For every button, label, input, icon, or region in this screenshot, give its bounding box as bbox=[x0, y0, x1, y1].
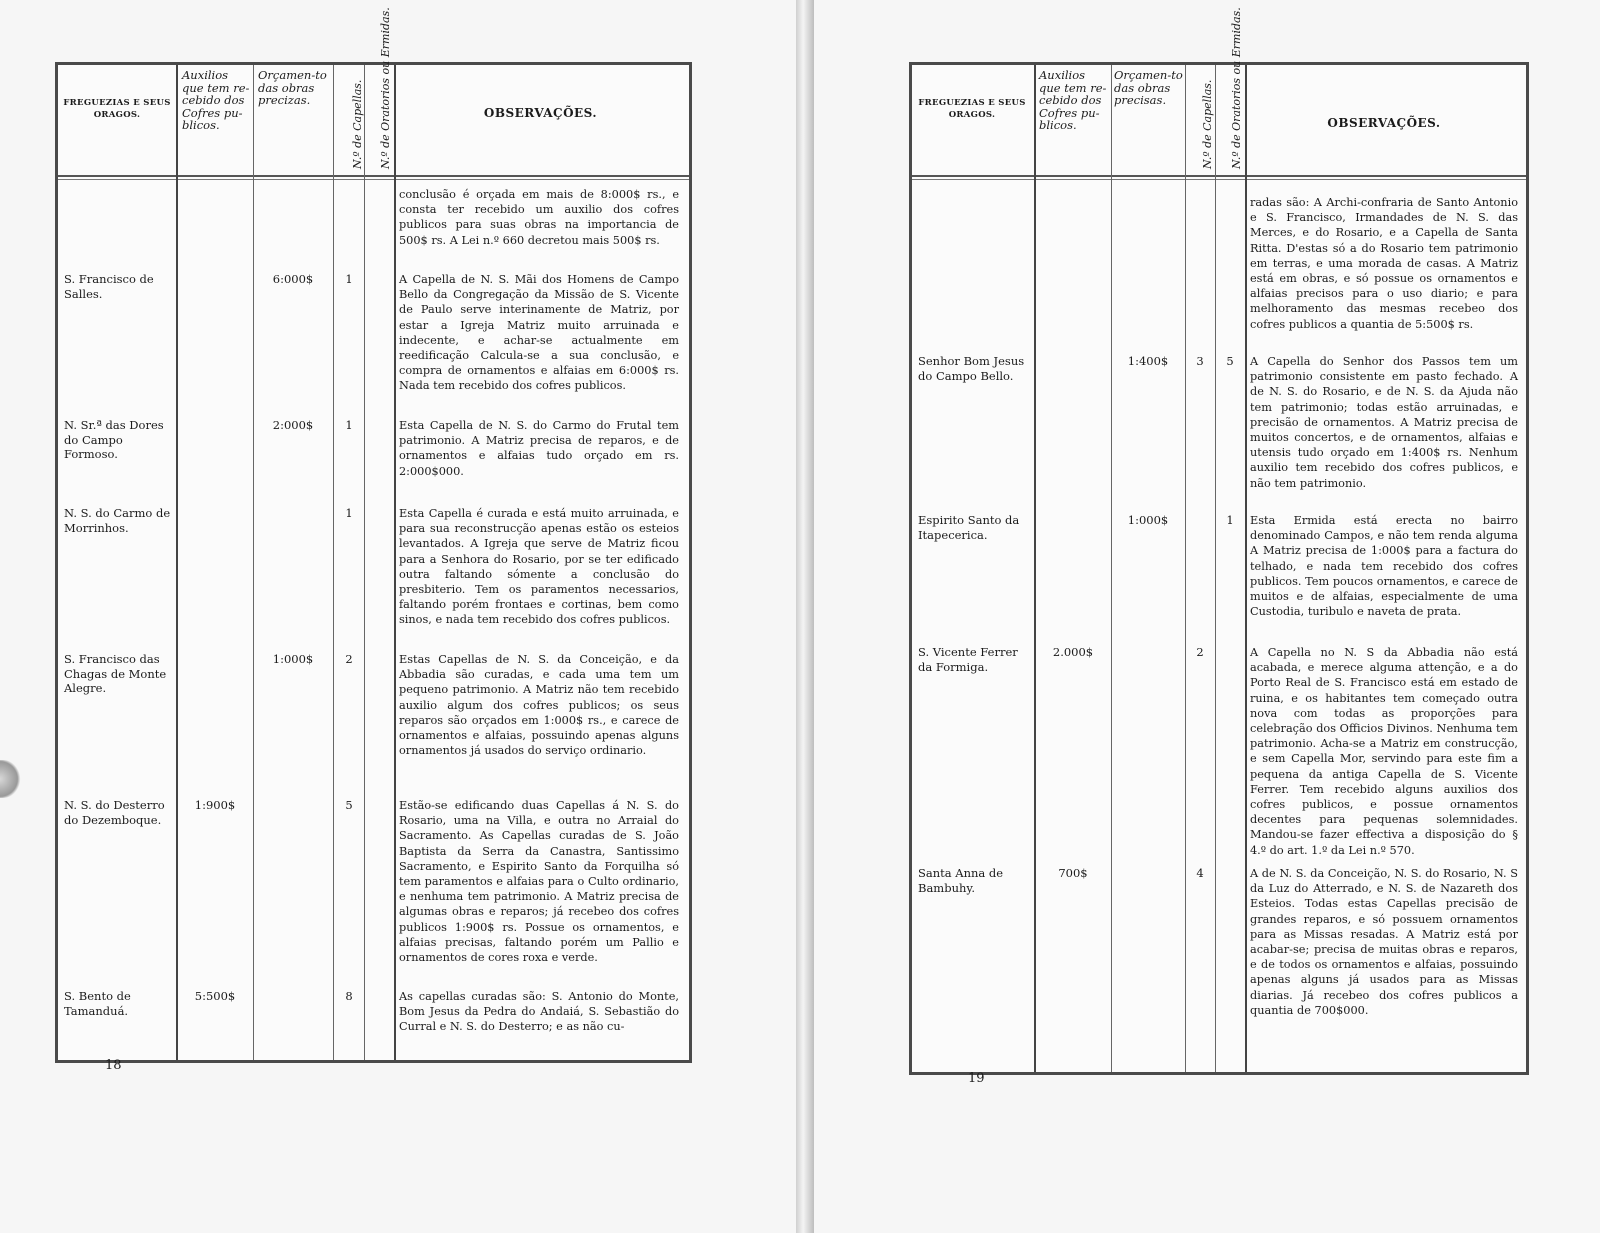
aid-value: 700$ bbox=[1058, 866, 1088, 880]
header-rule bbox=[58, 179, 689, 180]
header-aid: Auxilios que tem re-cebido dos Cofres pu-blicos. bbox=[1039, 68, 1107, 132]
observation-text: As capellas curadas são: S. Antonio do Monte, Bom Jesus da Pedra do Andaiá, S. Sebastião do Curral e N. S. do Desterro; e as não cu- bbox=[399, 990, 679, 1034]
header-parishes: FREGUEZIAS E SEUS ORAGOS. bbox=[918, 98, 1026, 120]
header-oratories: N.º de Oratorios ou Ermidas. bbox=[1230, 7, 1243, 169]
header-parishes: FREGUEZIAS E SEUS ORAGOS. bbox=[63, 98, 171, 120]
column-rule bbox=[1034, 65, 1036, 1072]
page-number: 18 bbox=[105, 1058, 122, 1073]
header-observations: OBSERVAÇÕES. bbox=[1327, 116, 1441, 130]
observation-text: A de N. S. da Conceição, N. S. do Rosario, N. S da Luz do Atterrado, e N. S. de Nazareth dos Esteios. Todas estas Capellas precisão de grandes reparos, e só possuem ornamentos para as Missas resadas. A Matriz está por acabar-se; precisa de muitas obras e reparos, e de todos os ornamentos e alfaias, possuindo apenas alguns já usados para as Missas diarias. Já recebeo dos cofres publicos a quantia de 700$000. bbox=[1250, 867, 1518, 1017]
page-number: 19 bbox=[968, 1071, 985, 1086]
chapels-count: 2 bbox=[1196, 645, 1204, 659]
column-rule bbox=[253, 65, 254, 1060]
header-aid: Auxilios que tem re-cebido dos Cofres pu-blicos. bbox=[182, 68, 250, 132]
aid-value: 1:900$ bbox=[194, 798, 236, 812]
observation-text: A Capella do Senhor dos Passos tem um patrimonio consistente em pasto fechado. A de N. S. do Rosario, e de N. S. da Ajuda não tem patrimonio; todas estão arruinadas, e precisão de ornamentos. A Matriz precisa de muitos concertos, e de ornamentos, alfaias e utensis tudo orçado em 1:400$ rs. Nenhum auxilio tem recebido dos cofres publicos, e não tem patrimonio. bbox=[1250, 355, 1518, 490]
budget-value: 1:000$ bbox=[1127, 513, 1169, 527]
header-observations: OBSERVAÇÕES. bbox=[483, 106, 598, 120]
chapels-count: 1 bbox=[345, 506, 353, 520]
chapels-count: 1 bbox=[345, 272, 353, 286]
observation-text: Estas Capellas de N. S. da Conceição, e da Abbadia são curadas, e cada uma tem um pequeno patrimonio. A Matriz não tem recebido auxilio algum dos cofres publicos; os seus reparos são orçados em 1:000$ rs., e carece de ornamentos e alfaias, possuindo apenas alguns ornamentos já usados do serviço ordinario. bbox=[399, 653, 679, 758]
aid-value: 5:500$ bbox=[194, 989, 236, 1003]
chapels-count: 1 bbox=[345, 418, 353, 432]
parish-name: N. S. do Desterro do Dezemboque. bbox=[64, 798, 165, 827]
parish-name: S. Francisco de Salles. bbox=[64, 272, 154, 301]
column-rule bbox=[333, 65, 334, 1060]
column-rule bbox=[1215, 65, 1216, 1072]
parish-name: N. Sr.ª das Dores do Campo Formoso. bbox=[64, 418, 164, 461]
parish-name: Senhor Bom Jesus do Campo Bello. bbox=[918, 354, 1025, 383]
table-header bbox=[58, 7, 689, 177]
header-rule bbox=[912, 179, 1526, 180]
parish-name: S. Vicente Ferrer da Formiga. bbox=[918, 645, 1018, 674]
oratories-count: 5 bbox=[1226, 354, 1234, 368]
observation-text: A Capella de N. S. Mãi dos Homens de Campo Bello da Congregação da Missão de S. Vicente de Paulo serve interinamente de Matriz, por estar a Igreja Matriz muito arruinada e indecente, e achar-se actualmente em reedificação Calcula-se a sua conclusão, e compra de ornamentos e alfaias em 6:000$ rs. Nada tem recebido dos cofres publicos. bbox=[399, 273, 679, 393]
parish-name: S. Bento de Tamanduá. bbox=[64, 989, 131, 1018]
column-rule bbox=[1111, 65, 1112, 1072]
header-chapels: N.º de Capellas. bbox=[1201, 79, 1214, 169]
chapels-count: 5 bbox=[345, 798, 353, 812]
parish-name: S. Francisco das Chagas de Monte Alegre. bbox=[64, 652, 167, 695]
budget-value: 1:400$ bbox=[1127, 354, 1169, 368]
budget-value: 2:000$ bbox=[272, 418, 314, 432]
budget-value: 1:000$ bbox=[272, 652, 314, 666]
observation-continuation: radas são: A Archi-confraria de Santo Antonio e S. Francisco, Irmandades de N. S. das Merces, e do Rosario, e a Capella de Santa Ritta. D'estas só a do Rosario tem patrimonio em terras, e uma morada de casas. A Matriz está em obras, e só possue os ornamentos e alfaias precisos para o uso diario; e para melhoramento das mesmas recebeo dos cofres publicos a quantia de 5:500$ rs. bbox=[1250, 196, 1518, 331]
aid-value: 2.000$ bbox=[1052, 645, 1094, 659]
book-gutter bbox=[796, 0, 814, 1233]
header-budget: Orçamen-to das obras precisas. bbox=[1114, 68, 1183, 107]
ledger-table-right bbox=[909, 7, 1529, 1075]
right-page bbox=[814, 0, 1600, 1233]
chapels-count: 4 bbox=[1196, 866, 1204, 880]
left-page bbox=[0, 0, 796, 1233]
header-budget: Orçamen-to das obras precizas. bbox=[258, 68, 327, 107]
ledger-table-left bbox=[55, 7, 692, 1063]
column-rule bbox=[364, 65, 365, 1060]
budget-value: 6:000$ bbox=[272, 272, 314, 286]
parish-name: Espirito Santo da Itapecerica. bbox=[918, 513, 1020, 542]
observation-text: Esta Capella de N. S. do Carmo do Frutal tem patrimonio. A Matriz precisa de reparos, e de ornamentos e alfaias tudo orçado em rs. 2:000$000. bbox=[399, 419, 679, 478]
column-rule bbox=[394, 65, 396, 1060]
header-oratories: N.º de Oratorios ou Ermidas. bbox=[379, 7, 392, 169]
column-rule bbox=[1185, 65, 1186, 1072]
page-stain bbox=[0, 760, 22, 798]
observation-continuation: conclusão é orçada em mais de 8:000$ rs., e consta ter recebido um auxilio dos cofres publicos para suas obras na importancia de 500$ rs. A Lei n.º 660 decretou mais 500$ rs. bbox=[399, 188, 679, 247]
oratories-count: 1 bbox=[1226, 513, 1234, 527]
parish-name: N. S. do Carmo de Morrinhos. bbox=[64, 506, 171, 535]
observation-text: Esta Ermida está erecta no bairro denominado Campos, e não tem renda alguma A Matriz precisa de 1:000$ para a factura do telhado, e nada tem recebido dos cofres publicos. Tem poucos ornamentos, e carece de muitos e de alfaias, especialmente de uma Custodia, turibulo e naveta de prata. bbox=[1250, 514, 1518, 619]
column-rule bbox=[1245, 65, 1247, 1072]
chapels-count: 3 bbox=[1196, 354, 1204, 368]
table-header bbox=[912, 7, 1526, 177]
header-chapels: N.º de Capellas. bbox=[350, 79, 364, 169]
parish-name: Santa Anna de Bambuhy. bbox=[918, 866, 1004, 895]
chapels-count: 2 bbox=[345, 652, 353, 666]
chapels-count: 8 bbox=[345, 989, 353, 1003]
observation-text: Estão-se edificando duas Capellas á N. S. do Rosario, uma na Villa, e outra no Arraial do Sacramento. As Capellas curadas de S. João Baptista da Serra da Canastra, Santissimo Sacramento, e Espirito Santo da Forquilha só tem paramentos e alfaias para o Culto ordinario, e nenhuma tem patrimonio. A Matriz precisa de algumas obras e reparos; já recebeo dos cofres publicos 1:900$ rs. Possue os ornamentos, e alfaias precisas, faltando porém um Pallio e ornamentos de cores roxa e verde. bbox=[399, 799, 679, 965]
column-rule bbox=[176, 65, 178, 1060]
observation-text: Esta Capella é curada e está muito arruinada, e para sua reconstrucção apenas estão os esteios levantados. A Igreja que serve de Matriz ficou para a Senhora do Rosario, por se ter edificado outra faltando sómente a conclusão do presbiterio. Tem os paramentos necessarios, faltando porém frontaes e cortinas, bem como sinos, e nada tem recebido dos cofres publicos. bbox=[399, 507, 679, 627]
observation-text: A Capella no N. S da Abbadia não está acabada, e merece alguma attenção, e a do Porto Real de S. Francisco está em estado de ruina, e os habitantes tem começado outra nova com todas as proporções para celebração dos Officios Divinos. Nenhuma tem patrimonio. Acha-se a Matriz em construcção, e sem Capella Mor, servindo para este fim a pequena da antiga Capella de S. Vicente Ferrer. Tem recebido alguns auxilios dos cofres publicos, e possue ornamentos decentes para pequenas solemnidades. Mandou-se fazer effectiva a disposição do § 4.º do art. 1.º da Lei n.º 570. bbox=[1250, 646, 1518, 857]
